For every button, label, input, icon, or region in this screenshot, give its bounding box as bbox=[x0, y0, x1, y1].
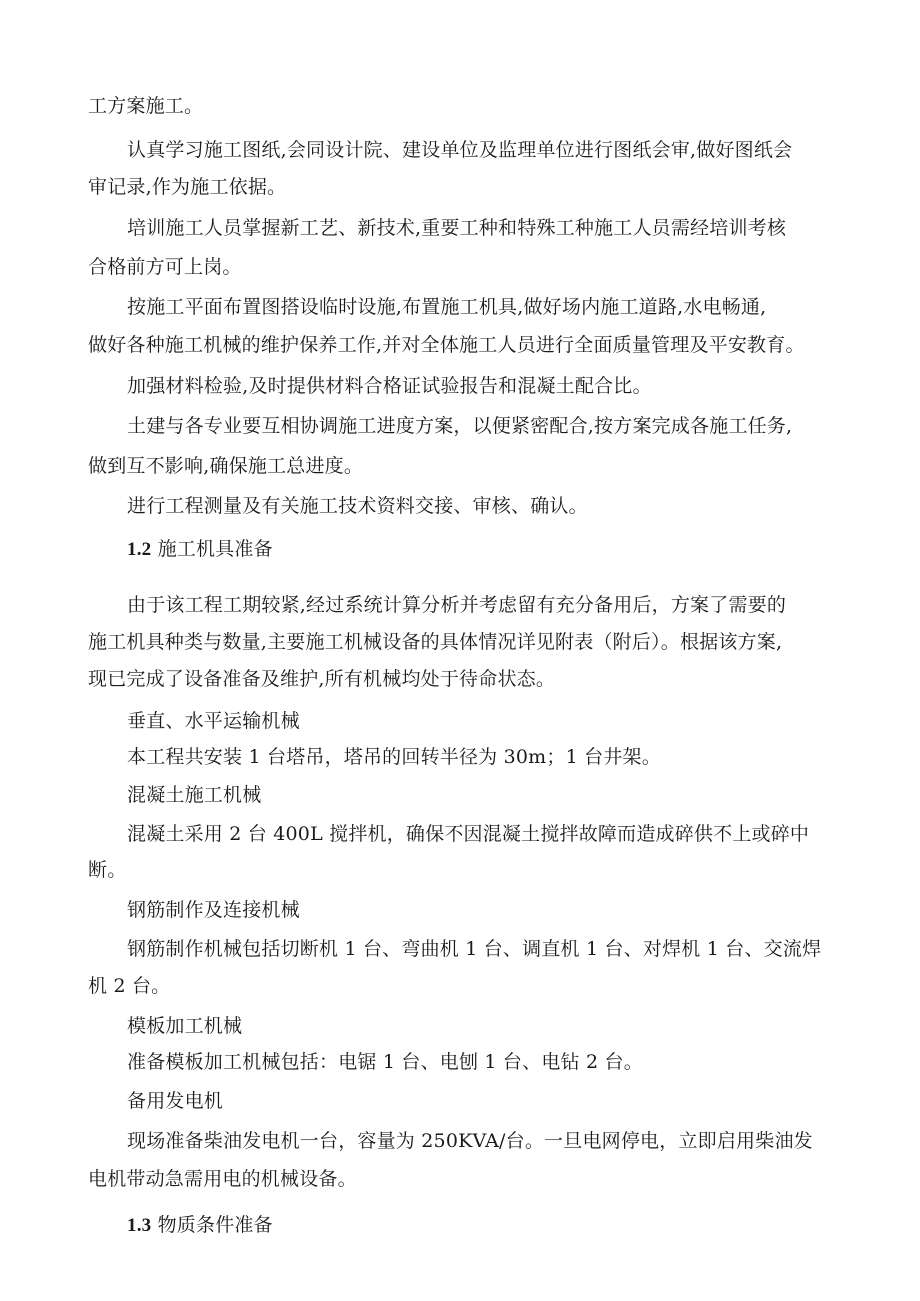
paragraph-line: 断。 bbox=[88, 859, 127, 881]
paragraph-line: 现已完成了设备准备及维护,所有机械均处于待命状态。 bbox=[88, 668, 556, 690]
subsection-title: 混凝土施工机械 bbox=[127, 784, 262, 806]
paragraph-line: 做好各种施工机械的维护保养工作,并对全体施工人员进行全面质量管理及平安教育。 bbox=[88, 334, 805, 356]
paragraph-line: 施工机具种类与数量,主要施工机械设备的具体情况详见附表（附后）。根据该方案, bbox=[88, 631, 783, 653]
paragraph-line: 本工程共安装 1 台塔吊，塔吊的回转半径为 30m；1 台井架。 bbox=[127, 746, 661, 768]
paragraph-line: 工方案施工。 bbox=[88, 95, 204, 117]
paragraph-line: 由于该工程工期较紧,经过系统计算分析并考虑留有充分备用后，方案了需要的 bbox=[127, 594, 787, 616]
section-title: 施工机具准备 bbox=[157, 538, 273, 560]
paragraph-line: 合格前方可上岗。 bbox=[88, 256, 242, 278]
section-number: 1.3 bbox=[127, 1215, 152, 1236]
subsection-title: 钢筋制作及连接机械 bbox=[127, 899, 300, 921]
paragraph-line: 加强材料检验,及时提供材料合格证试验报告和混凝土配合比。 bbox=[127, 375, 652, 397]
paragraph-line: 审记录,作为施工依据。 bbox=[88, 176, 287, 198]
section-heading-1-2 bbox=[127, 537, 273, 562]
paragraph-line: 准备模板加工机械包括：电锯 1 台、电刨 1 台、电钻 2 台。 bbox=[127, 1051, 643, 1073]
section-heading-1-3 bbox=[127, 1213, 273, 1238]
section-number: 1.2 bbox=[127, 539, 152, 560]
paragraph-line: 混凝土采用 2 台 400L 搅拌机，确保不因混凝土搅拌故障而造成碎供不上或碎中 bbox=[127, 823, 810, 845]
paragraph-line: 认真学习施工图纸,会同设计院、建设单位及监理单位进行图纸会审,做好图纸会 bbox=[127, 139, 793, 161]
subsection-title: 模板加工机械 bbox=[127, 1015, 243, 1037]
subsection-title: 垂直、水平运输机械 bbox=[127, 710, 300, 732]
paragraph-line: 培训施工人员掌握新工艺、新技术,重要工种和特殊工种施工人员需经培训考核 bbox=[127, 217, 787, 239]
subsection-title: 备用发电机 bbox=[127, 1090, 224, 1112]
paragraph-line: 机 2 台。 bbox=[88, 975, 171, 997]
paragraph-line: 钢筋制作机械包括切断机 1 台、弯曲机 1 台、调直机 1 台、对焊机 1 台、交流焊 bbox=[127, 938, 822, 960]
paragraph-line: 做到互不影响,确保施工总进度。 bbox=[88, 455, 364, 477]
paragraph-line: 现场准备柴油发电机一台，容量为 250KVA/台。一旦电网停电，立即启用柴油发 bbox=[127, 1130, 813, 1152]
paragraph-line: 土建与各专业要互相协调施工进度方案，以便紧密配合,按方案完成各施工任务, bbox=[127, 415, 793, 437]
section-title: 物质条件准备 bbox=[157, 1214, 273, 1236]
paragraph-line: 按施工平面布置图搭设临时设施,布置施工机具,做好场内施工道路,水电畅通, bbox=[127, 296, 767, 318]
paragraph-line: 进行工程测量及有关施工技术资料交接、审核、确认。 bbox=[127, 495, 588, 517]
paragraph-line: 电机带动急需用电的机械设备。 bbox=[88, 1168, 357, 1190]
